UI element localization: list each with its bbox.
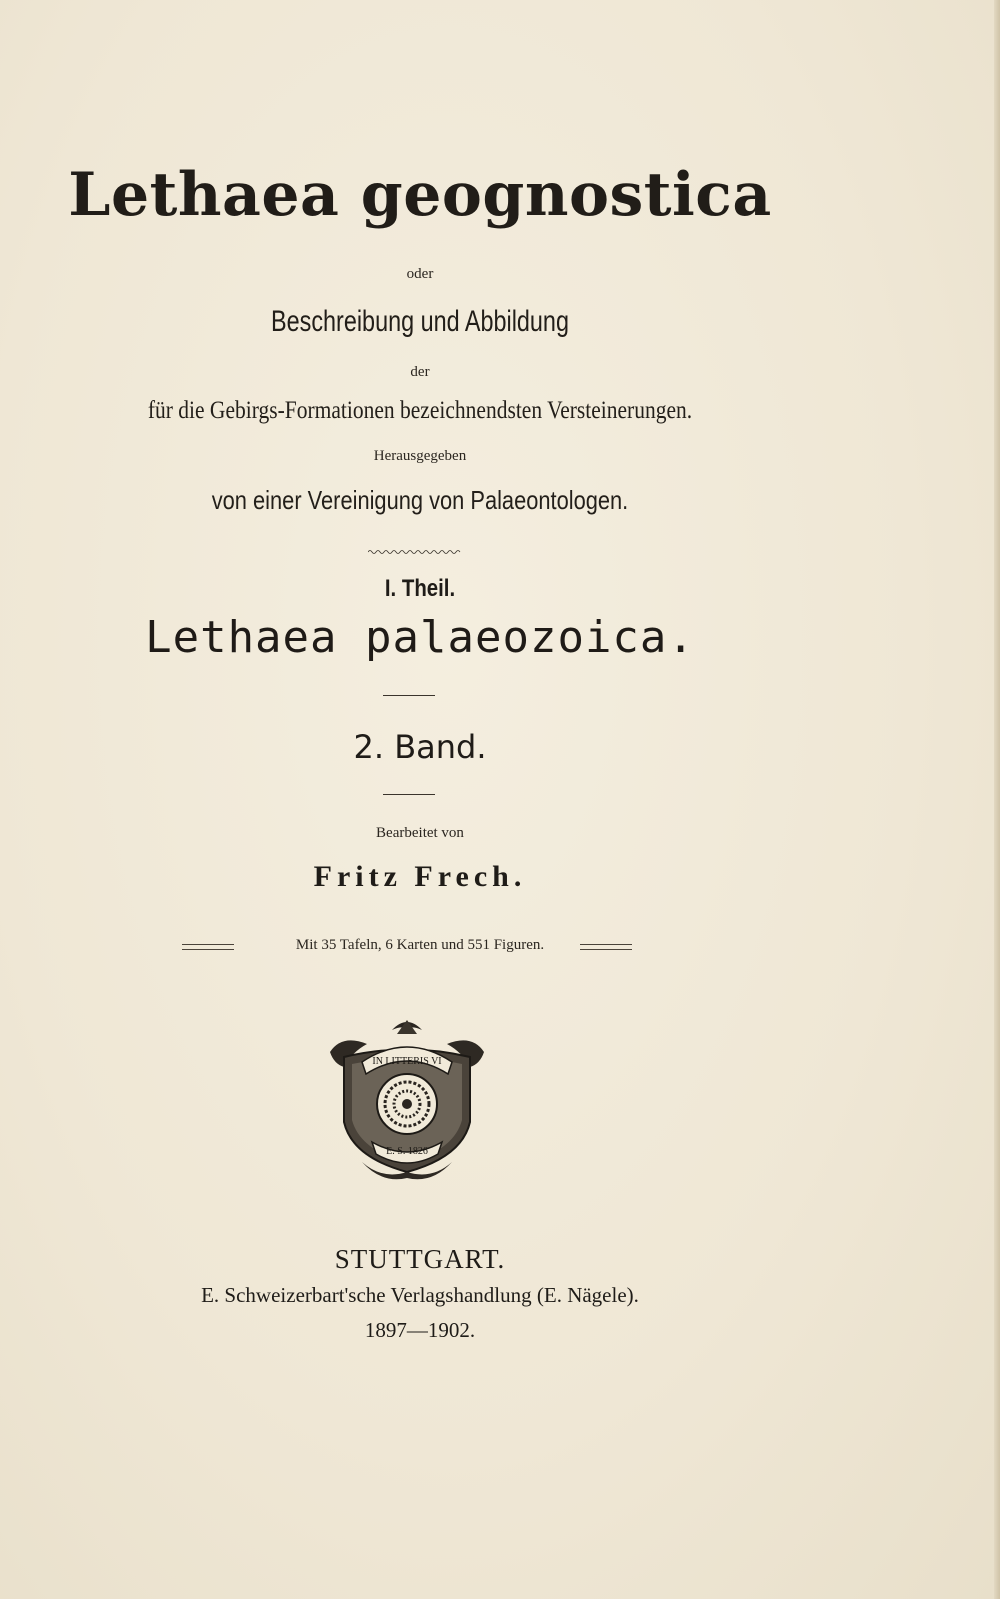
divider-rule-1 bbox=[383, 695, 435, 696]
connector-der: der bbox=[410, 364, 430, 380]
wavy-divider bbox=[368, 549, 462, 555]
imprint-publisher: E. Schweizerbart'sche Verlagshandlung (E. Nägele). bbox=[201, 1283, 639, 1307]
imprint-city: STUTTGART. bbox=[334, 1244, 506, 1274]
subtitle-line-2: für die Gebirgs-Formationen bezeichnendsten Versteinerungen. bbox=[147, 397, 693, 424]
part-number: I. Theil. bbox=[384, 575, 456, 602]
part-title: Lethaea palaeozoica. bbox=[145, 612, 695, 663]
book-title: Lethaea geognostica bbox=[68, 160, 772, 230]
herausgegeben-label: Herausgegeben bbox=[373, 448, 467, 464]
subtitle-line-1: Beschreibung und Abbildung bbox=[271, 305, 569, 338]
edited-by-label: Bearbeitet von bbox=[376, 825, 464, 841]
plates-note: Mit 35 Tafeln, 6 Karten und 551 Figuren. bbox=[295, 937, 545, 953]
divider-rule-2 bbox=[383, 794, 435, 795]
emblem-initials: E. S. 1826 bbox=[386, 1146, 428, 1157]
publisher-emblem-icon bbox=[322, 1012, 492, 1182]
emblem-motto: IN LITTERIS VI bbox=[372, 1056, 442, 1067]
subtitle-line-3: von einer Vereinigung von Palaeontologen. bbox=[211, 485, 629, 515]
page-edge bbox=[994, 0, 1000, 1599]
connector-oder: oder bbox=[406, 266, 434, 282]
author-name: Fritz Frech. bbox=[313, 860, 527, 893]
double-rule-right bbox=[580, 944, 632, 950]
imprint-years: 1897—1902. bbox=[364, 1318, 476, 1342]
volume-number: 2. Band. bbox=[353, 728, 487, 766]
